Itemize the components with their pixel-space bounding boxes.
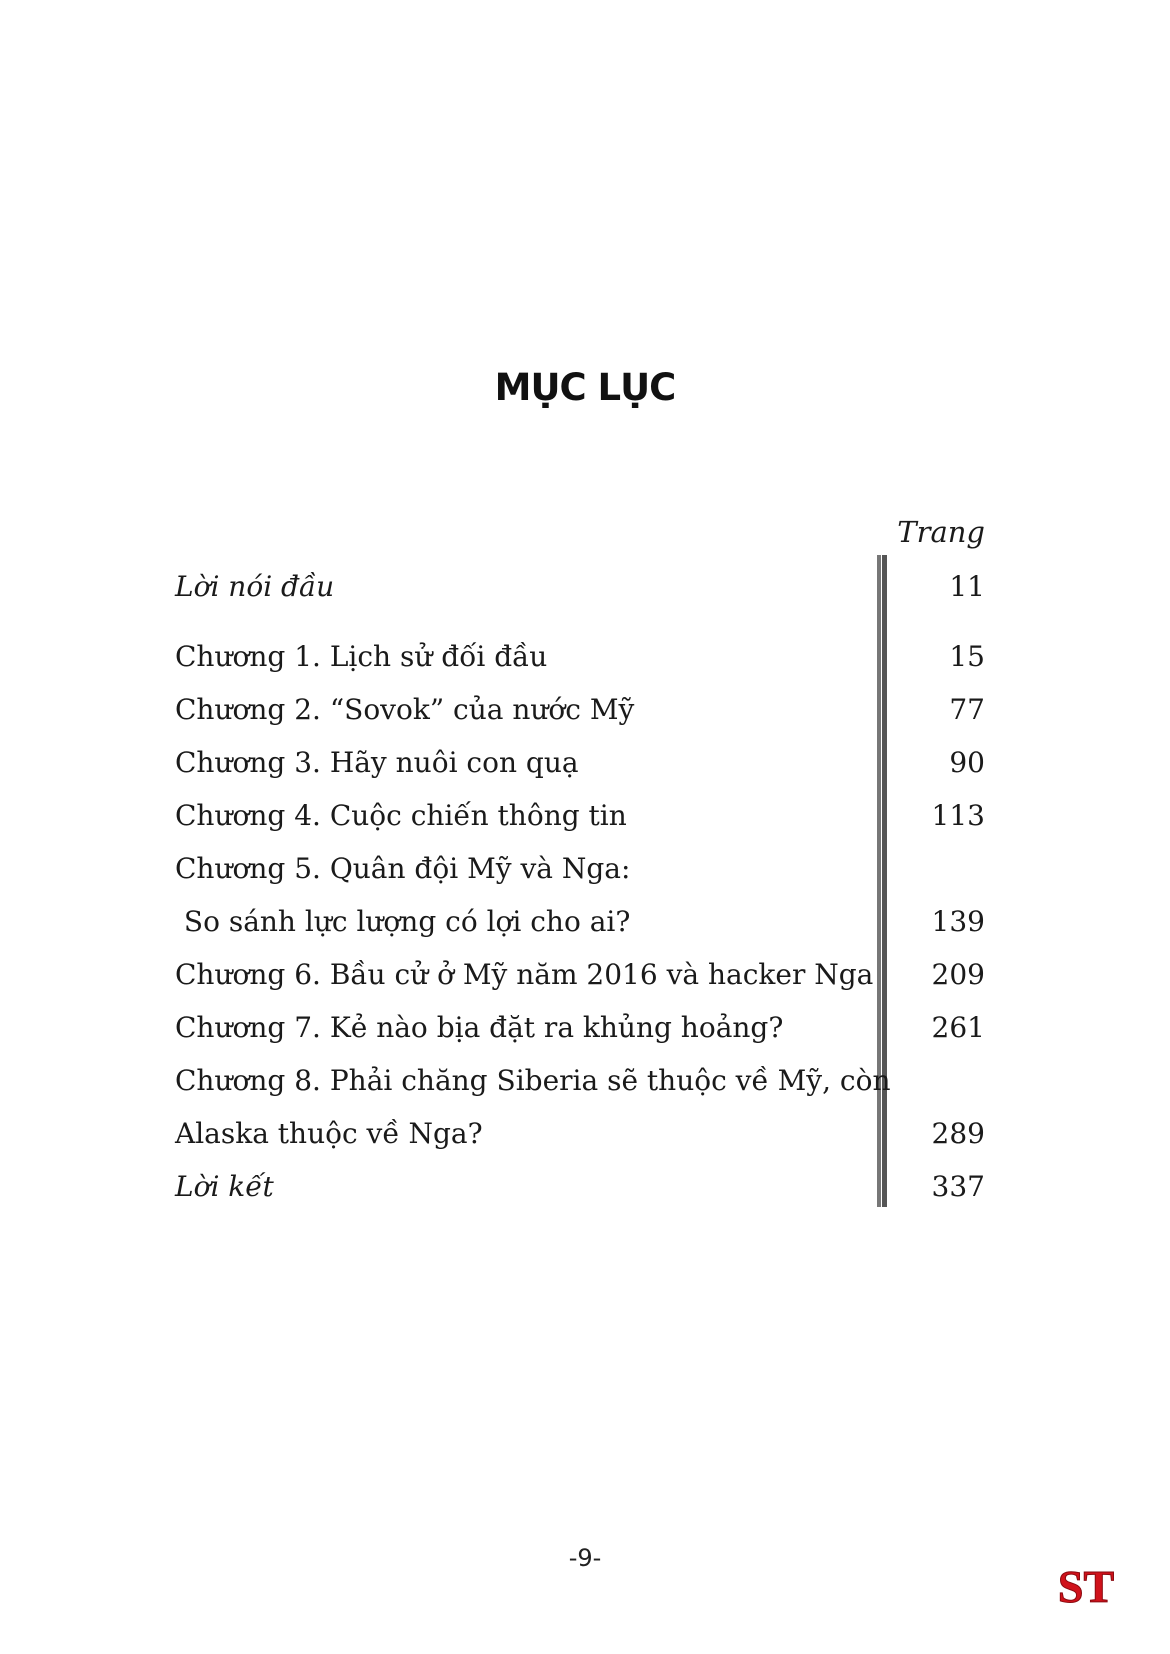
toc-entry-loi-noi-dau bbox=[175, 560, 985, 613]
toc-label: Chương 1. Lịch sử đối đầu bbox=[175, 640, 548, 673]
toc-page-number: 261 bbox=[931, 1011, 985, 1044]
toc-page-number: 90 bbox=[949, 746, 985, 779]
page-column-header: Trang bbox=[897, 515, 985, 549]
toc-entry-chapter-4 bbox=[175, 789, 985, 842]
toc-label: Chương 4. Cuộc chiến thông tin bbox=[175, 799, 627, 832]
toc-entry-chapter-5-cont bbox=[175, 895, 985, 948]
toc-label: Chương 2. “Sovok” của nước Mỹ bbox=[175, 693, 635, 726]
toc-entry-chapter-3 bbox=[175, 736, 985, 789]
toc-page-number: 113 bbox=[931, 799, 985, 832]
toc-label: So sánh lực lượng có lợi cho ai? bbox=[175, 905, 631, 938]
toc-label: Chương 5. Quân đội Mỹ và Nga: bbox=[175, 852, 631, 885]
page-number-footer: -9- bbox=[568, 1544, 602, 1572]
toc-page-number: 77 bbox=[949, 693, 985, 726]
toc-entry-chapter-1 bbox=[175, 630, 985, 683]
toc-label: Chương 8. Phải chăng Siberia sẽ thuộc về Mỹ, còn bbox=[175, 1064, 891, 1097]
toc-label: Alaska thuộc về Nga? bbox=[175, 1117, 483, 1150]
toc-label: Chương 7. Kẻ nào bịa đặt ra khủng hoảng? bbox=[175, 1011, 784, 1044]
toc-page-number: 289 bbox=[931, 1117, 985, 1150]
publisher-logo-text: ST bbox=[1058, 1561, 1114, 1612]
toc-entry-loi-ket bbox=[175, 1160, 985, 1213]
publisher-logo bbox=[1058, 1556, 1114, 1612]
toc-label: Lời nói đầu bbox=[175, 570, 335, 603]
toc-page-number: 209 bbox=[931, 958, 985, 991]
page-title: MỤC LỤC bbox=[494, 366, 676, 409]
toc-entry-chapter-8-cont bbox=[175, 1107, 985, 1160]
toc-entry-chapter-5 bbox=[175, 842, 985, 895]
toc-entry-chapter-2 bbox=[175, 683, 985, 736]
toc-entry-chapter-7 bbox=[175, 1001, 985, 1054]
toc-label: Chương 6. Bầu cử ở Mỹ năm 2016 và hacker Nga bbox=[175, 958, 874, 991]
toc-entry-chapter-6 bbox=[175, 948, 985, 1001]
toc-page-number: 11 bbox=[949, 570, 985, 603]
toc-label: Chương 3. Hãy nuôi con quạ bbox=[175, 746, 579, 779]
toc-label: Lời kết bbox=[175, 1170, 274, 1203]
toc-page-number: 337 bbox=[931, 1170, 985, 1203]
toc-entry-chapter-8 bbox=[175, 1054, 985, 1107]
toc-page-number: 15 bbox=[949, 640, 985, 673]
toc-page-number: 139 bbox=[931, 905, 985, 938]
